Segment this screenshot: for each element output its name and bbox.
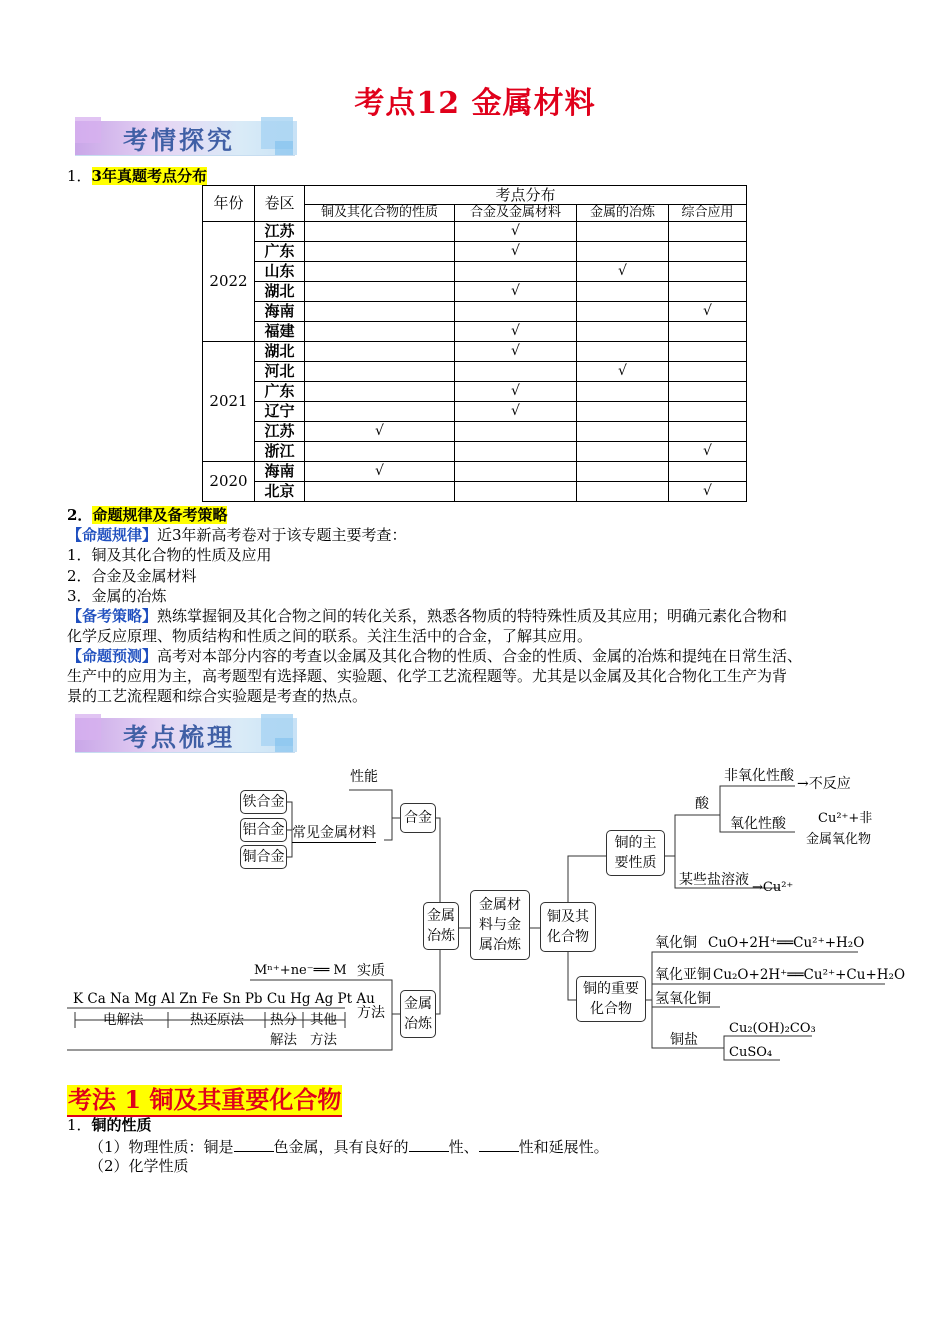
- q-text: 性和延展性。: [518, 1138, 609, 1156]
- method-electrolysis: 电解法: [103, 1012, 144, 1028]
- label-essence: 实质: [357, 963, 385, 979]
- header-year: 年份: [203, 186, 255, 222]
- node-label: 铜及其化合物: [547, 909, 589, 945]
- label-cu2-product: →Cu²⁺: [752, 880, 794, 895]
- node-metal-smelting: [400, 990, 436, 1038]
- node-iron-alloy: [240, 790, 287, 814]
- node-copper-important-compounds: [576, 976, 646, 1022]
- smelting-equation: Mⁿ⁺+ne⁻══ M: [254, 963, 347, 978]
- node-label: 铜合金: [242, 849, 285, 865]
- node-copper-main-props: [606, 830, 665, 876]
- label-method: 方法: [357, 1005, 385, 1021]
- label-acid: 酸: [695, 796, 709, 812]
- activity-series: K Ca Na Mg Al Zn Fe Sn Pb Cu Hg Ag Pt Au: [73, 991, 375, 1007]
- question-1b: （2）化学性质: [89, 1157, 189, 1175]
- region-cell: 辽宁: [255, 402, 305, 422]
- header-col: 铜及其化合物的性质: [305, 205, 455, 222]
- forecast-tag: 【命题预测】: [67, 647, 158, 665]
- banner-title: 考点梳理: [123, 723, 236, 752]
- label-salt-solution: 某些盐溶液: [679, 872, 749, 888]
- region-cell: 广东: [255, 382, 305, 402]
- forecast-line: 生产中的应用为主，高考题型有选择题、实验题、化学工艺流程题等。尤其是以金属及其化合物化工生产为背: [67, 667, 788, 685]
- question-label: 铜的性质: [91, 1116, 152, 1134]
- method-other-2: 方法: [310, 1032, 337, 1048]
- mark-cell: √: [455, 322, 577, 342]
- section-3-heading: 考法 1 铜及其重要化合物: [67, 1085, 342, 1117]
- mark-cell: √: [455, 282, 577, 302]
- mark-cell: √: [455, 242, 577, 262]
- forecast-line: 高考对本部分内容的考查以金属及其化合物的性质、合金的性质、金属的冶炼和提纯在日常生活、: [157, 647, 803, 665]
- method-thermal-decomp: 热分: [270, 1012, 297, 1028]
- node-label: 合金: [404, 810, 432, 826]
- region-cell: 江苏: [255, 222, 305, 242]
- node-label: 铝合金: [242, 822, 285, 838]
- label-nonoxidizing-acid: 非氧化性酸: [724, 768, 794, 784]
- node-copper-compounds: [540, 902, 596, 952]
- method-other: 其他: [310, 1012, 337, 1028]
- rule-text: 近3年新高考卷对于该专题主要考查：: [157, 526, 407, 544]
- salt-sulfate: CuSO₄: [729, 1045, 773, 1060]
- q-text: 色金属，具有良好的: [273, 1138, 409, 1156]
- node-label: 铜的重要化合物: [583, 981, 639, 1017]
- question-1a: [89, 1136, 609, 1157]
- node-label: 金属材料与金属冶炼: [479, 897, 521, 953]
- mark-cell: √: [455, 342, 577, 362]
- mark-cell: √: [669, 442, 747, 462]
- answer-blank[interactable]: [409, 1136, 449, 1152]
- salt-basic-carbonate: Cu₂(OH)₂CO₃: [729, 1021, 816, 1036]
- mark-cell: √: [455, 222, 577, 242]
- node-alloy: [400, 803, 436, 833]
- question-1-heading: [67, 1115, 152, 1135]
- node-label: 铜的主要性质: [614, 835, 657, 871]
- region-cell: 北京: [255, 482, 305, 502]
- answer-blank[interactable]: [479, 1136, 519, 1152]
- mark-cell: √: [669, 482, 747, 502]
- year-cell: 2021: [203, 342, 255, 462]
- eq-copper-oxide: CuO+2H⁺══Cu²⁺+H₂O: [708, 935, 865, 951]
- strategy-line: 熟练掌握铜及其化合物之间的转化关系，熟悉各物质的特特殊性质及其应用；明确元素化合物和: [157, 607, 788, 625]
- section-label: 命题规律及备考策略: [92, 506, 228, 524]
- section-number: 2．: [67, 506, 93, 524]
- header-col: 综合应用: [669, 205, 747, 222]
- mark-cell: √: [669, 302, 747, 322]
- region-cell: 河北: [255, 362, 305, 382]
- node-aluminium-alloy: [240, 818, 287, 842]
- region-cell: 浙江: [255, 442, 305, 462]
- label-oxidizing-acid: 氧化性酸: [730, 816, 786, 832]
- label-nonmetal-oxide: 金属氧化物: [806, 832, 872, 847]
- node-label: 金属冶炼: [427, 908, 455, 944]
- label-copper-hydroxide: 氢氧化铜: [655, 991, 711, 1007]
- year-cell: 2022: [203, 222, 255, 342]
- q-text: 性、: [448, 1138, 479, 1156]
- list-item: 3．金属的冶炼: [67, 587, 167, 605]
- mark-cell: √: [305, 462, 455, 482]
- list-item: 2．合金及金属材料: [67, 567, 197, 585]
- region-cell: 广东: [255, 242, 305, 262]
- list-item: 1．铜及其化合物的性质及应用: [67, 546, 272, 564]
- header-region: 卷区: [255, 186, 305, 222]
- node-common-materials: 常见金属材料: [292, 825, 376, 841]
- page-title: 考点12 金属材料: [354, 86, 596, 121]
- region-cell: 江苏: [255, 422, 305, 442]
- mark-cell: √: [577, 362, 669, 382]
- node-xingneng: 性能: [350, 769, 378, 785]
- label-copper-oxide: 氧化铜: [655, 935, 697, 951]
- rule-tag: 【命题规律】: [67, 526, 158, 544]
- header-group: 考点分布: [305, 186, 747, 205]
- header-col: 金属的冶炼: [577, 205, 669, 222]
- label-cu2-nonmetal: Cu²⁺+非: [818, 811, 873, 826]
- strategy-line: 化学反应原理、物质结构和性质之间的联系。关注生活中的合金，了解其应用。: [67, 627, 593, 645]
- label-copper-salt: 铜盐: [670, 1032, 698, 1048]
- mark-cell: √: [577, 262, 669, 282]
- method-thermal-decomp-2: 解法: [270, 1032, 297, 1048]
- region-cell: 福建: [255, 322, 305, 342]
- region-cell: 湖北: [255, 282, 305, 302]
- banner-title: 考情探究: [123, 126, 236, 155]
- node-label: 铁合金: [242, 794, 285, 810]
- q-text: （1）物理性质：铜是: [89, 1138, 234, 1156]
- label-cuprous-oxide: 氧化亚铜: [655, 967, 711, 983]
- label-no-reaction: →不反应: [797, 776, 851, 792]
- node-label: 金属冶炼: [404, 996, 432, 1032]
- region-cell: 山东: [255, 262, 305, 282]
- region-cell: 海南: [255, 462, 305, 482]
- mark-cell: √: [455, 382, 577, 402]
- node-center: [470, 890, 530, 960]
- mark-cell: √: [305, 422, 455, 442]
- node-copper-alloy: [240, 845, 287, 869]
- question-number: 1．: [67, 1116, 92, 1134]
- answer-blank[interactable]: [234, 1136, 274, 1152]
- method-thermal-reduction: 热还原法: [190, 1012, 244, 1028]
- region-cell: 湖北: [255, 342, 305, 362]
- year-cell: 2020: [203, 462, 255, 502]
- eq-cuprous-oxide: Cu₂O+2H⁺══Cu²⁺+Cu+H₂O: [713, 967, 906, 983]
- region-cell: 海南: [255, 302, 305, 322]
- forecast-line: 景的工艺流程题和综合实验题是考查的热点。: [67, 687, 368, 705]
- strategy-tag: 【备考策略】: [67, 607, 158, 625]
- section-label: 3年真题考点分布: [91, 167, 207, 185]
- node-smelting: [423, 902, 459, 950]
- header-col: 合金及金属材料: [455, 205, 577, 222]
- mark-cell: √: [455, 402, 577, 422]
- section-number: 1．: [67, 167, 92, 185]
